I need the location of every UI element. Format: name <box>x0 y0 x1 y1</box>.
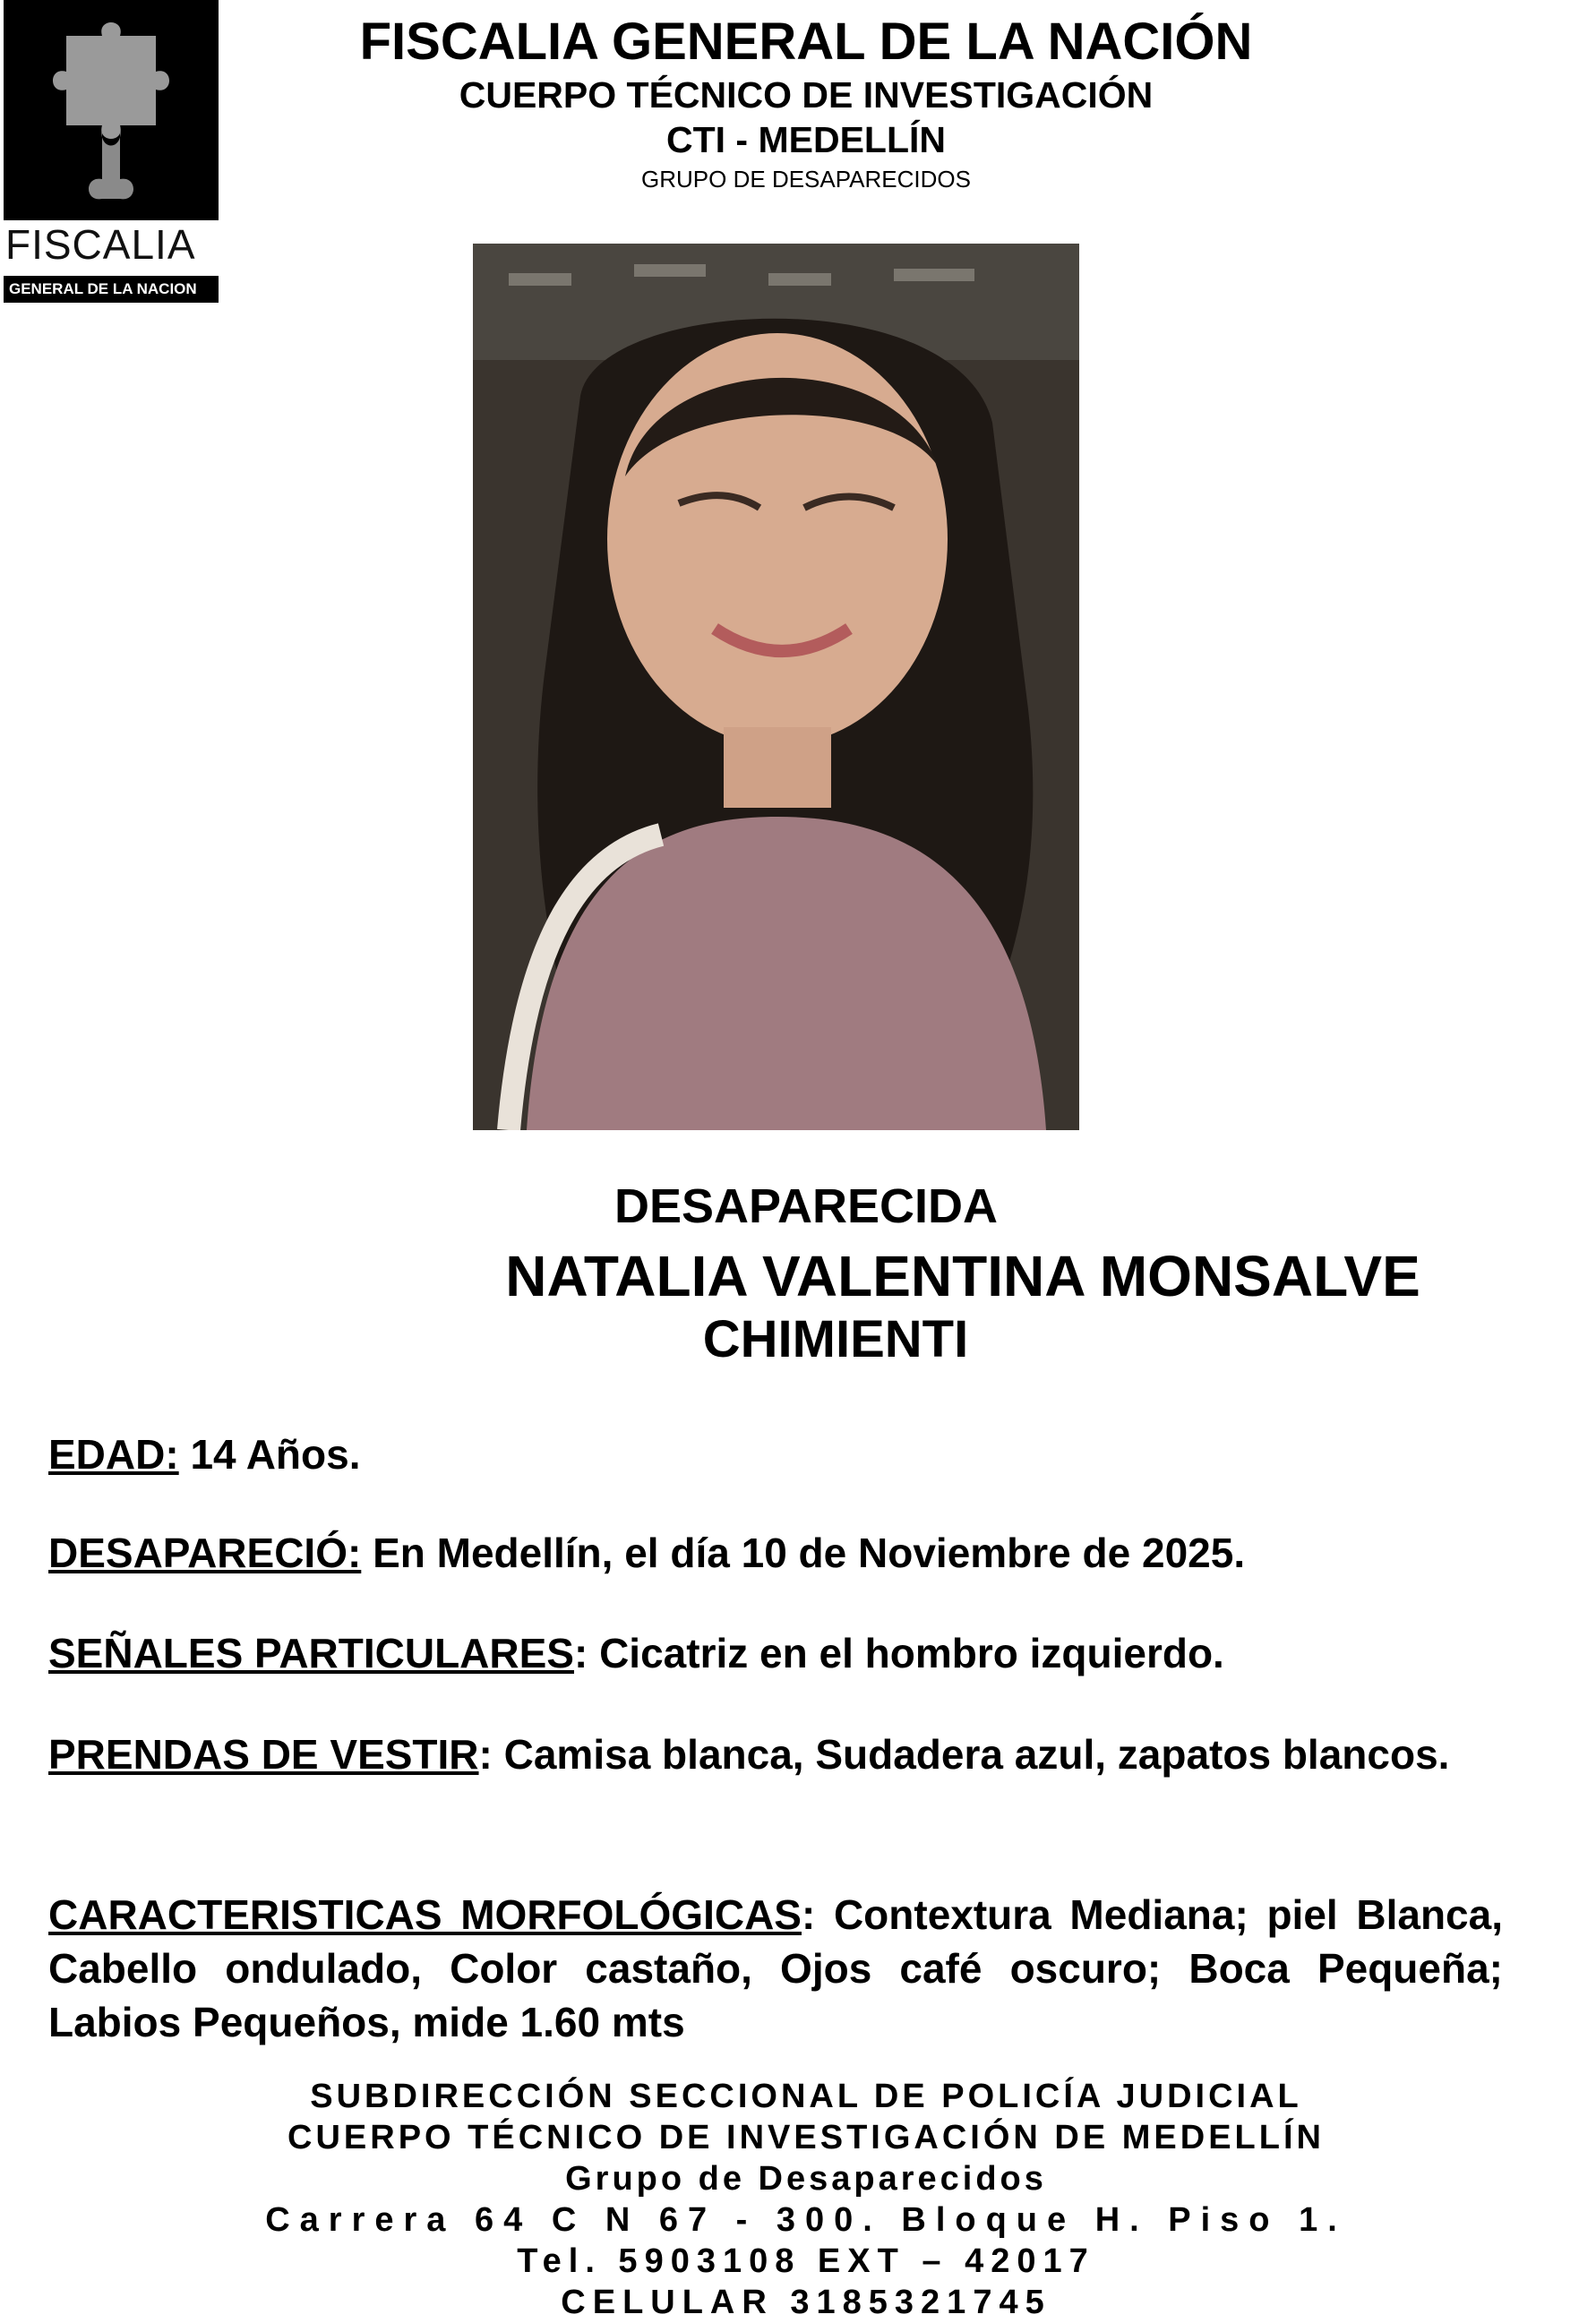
person-name-line2: CHIMIENTI <box>702 1310 969 1368</box>
footer-cell: CELULAR 3185321745 <box>561 2284 1051 2321</box>
footer-subdirection: SUBDIRECCIÓN SECCIONAL DE POLICÍA JUDICIAL <box>310 2078 1302 2115</box>
marks-field <box>48 1626 1503 1680</box>
age-label: EDAD: <box>48 1431 179 1478</box>
disappeared-field <box>48 1526 1503 1580</box>
footer-group: Grupo de Desaparecidos <box>565 2160 1047 2198</box>
header-group: GRUPO DE DESAPARECIDOS <box>641 166 971 193</box>
missing-person-photo <box>473 244 1079 1130</box>
morphology-field <box>48 1888 1503 2049</box>
footer-address: Carrera 64 C N 67 - 300. Bloque H. Piso 1. <box>265 2201 1347 2239</box>
fiscalia-logo <box>4 0 219 304</box>
marks-label: SEÑALES PARTICULARES <box>48 1630 574 1676</box>
status-title: DESAPARECIDA <box>614 1179 999 1233</box>
clothing-field <box>48 1727 1503 1781</box>
clothing-value: : Camisa blanca, Sudadera azul, zapatos blancos. <box>478 1731 1450 1778</box>
header-title: FISCALIA GENERAL DE LA NACIÓN <box>359 13 1253 71</box>
logo-subtitle: GENERAL DE LA NACION <box>4 276 219 303</box>
disappeared-value: En Medellín, el día 10 de Noviembre de 2025. <box>361 1530 1246 1576</box>
clothing-label: PRENDAS DE VESTIR <box>48 1731 479 1778</box>
header-subtitle: CUERPO TÉCNICO DE INVESTIGACIÓN <box>459 74 1154 116</box>
marks-value: : Cicatriz en el hombro izquierdo. <box>573 1630 1224 1676</box>
puzzle-icon <box>4 0 219 220</box>
person-name-line1: NATALIA VALENTINA MONSALVE <box>505 1244 1420 1308</box>
morphology-label: CARACTERISTICAS MORFOLÓGICAS <box>48 1891 802 1938</box>
disappeared-label: DESAPARECIÓ: <box>48 1530 362 1576</box>
morphology-value: : Contextura Mediana; piel Blanca, Cabello ondulado, Color castaño, Ojos café oscuro; Boca Pequeña; Labios Pequeños, mide 1.60 mts <box>48 1891 1503 2045</box>
header-city: CTI - MEDELLÍN <box>665 119 947 160</box>
footer-cti: CUERPO TÉCNICO DE INVESTIGACIÓN DE MEDELLÍN <box>287 2119 1325 2156</box>
footer-phone: Tel. 5903108 EXT – 42017 <box>517 2242 1095 2280</box>
age-value: 14 Años. <box>178 1431 361 1478</box>
logo-wordmark: FISCALIA <box>5 221 196 268</box>
age-field <box>48 1427 1503 1481</box>
